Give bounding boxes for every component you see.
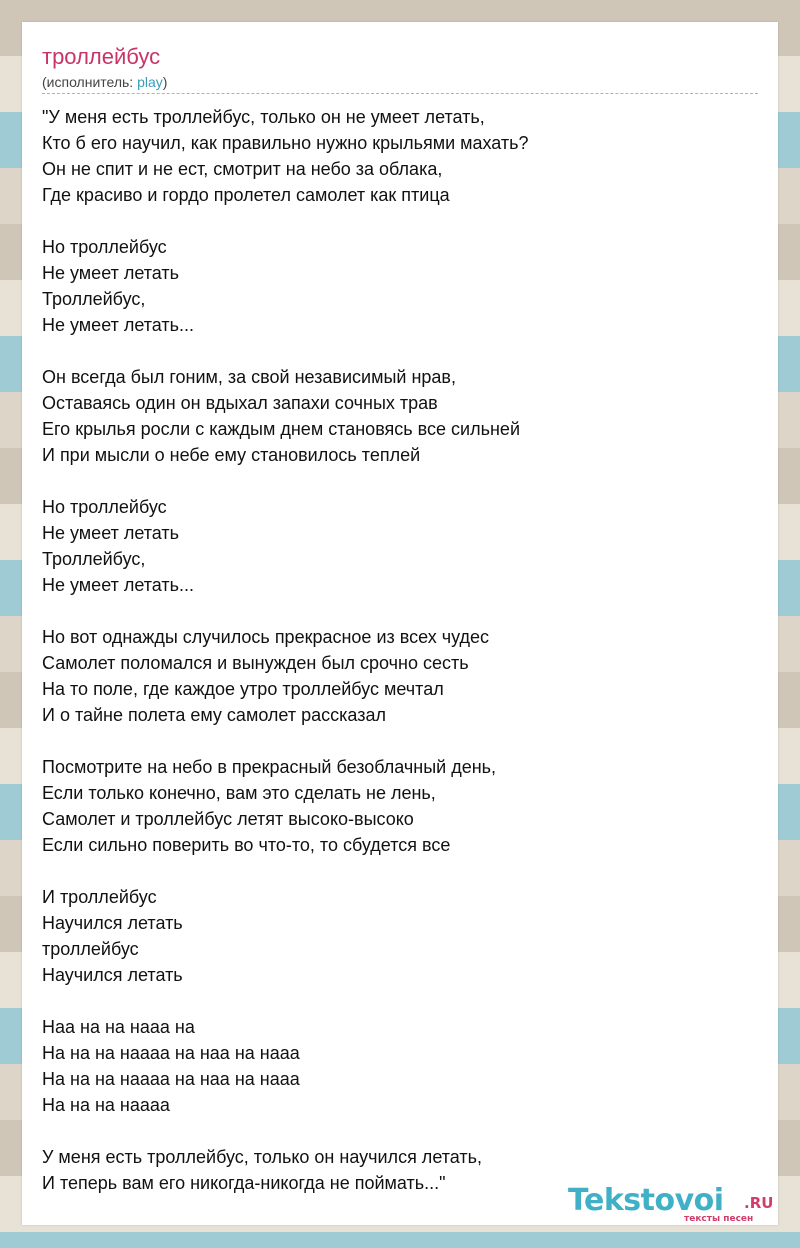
- lyric-line: Он всегда был гоним, за свой независимый нрав,: [42, 367, 456, 387]
- lyric-line: Самолет поломался и вынужден был срочно сесть: [42, 653, 469, 673]
- lyric-line: Самолет и троллейбус летят высоко-высоко: [42, 809, 414, 829]
- lyric-line: Кто б его научил, как правильно нужно крыльями махать?: [42, 133, 529, 153]
- lyric-line: И теперь вам его никогда-никогда не поймать...": [42, 1173, 446, 1193]
- lyric-line: троллейбус: [42, 939, 139, 959]
- lyric-line: И о тайне полета ему самолет рассказал: [42, 705, 386, 725]
- lyric-line: Оставаясь один он вдыхал запахи сочных трав: [42, 393, 438, 413]
- stanza-gap: [42, 728, 529, 754]
- lyric-line: Но троллейбус: [42, 237, 167, 257]
- stanza-gap: [42, 468, 529, 494]
- lyric-line: И при мысли о небе ему становилось теплей: [42, 445, 421, 465]
- artist-suffix: ): [162, 74, 168, 90]
- title-divider: [42, 93, 758, 94]
- lyric-line: Если сильно поверить во что-то, то сбудется все: [42, 835, 451, 855]
- lyric-line: Троллейбус,: [42, 289, 146, 309]
- lyric-line: Он не спит и не ест, смотрит на небо за облака,: [42, 159, 443, 179]
- stanza-gap: [42, 598, 529, 624]
- lyric-line: Посмотрите на небо в прекрасный безоблачный день,: [42, 757, 497, 777]
- lyric-line: Его крылья росли с каждым днем становясь все сильней: [42, 419, 520, 439]
- lyrics-text: [42, 104, 529, 1196]
- site-logo[interactable]: [568, 1184, 778, 1224]
- stanza-gap: [42, 858, 529, 884]
- lyric-line: Но троллейбус: [42, 497, 167, 517]
- lyrics-card: [22, 22, 778, 1225]
- lyric-line: У меня есть троллейбус, только он научился летать,: [42, 1147, 483, 1167]
- song-title: троллейбус: [42, 44, 161, 69]
- lyric-line: Не умеет летать: [42, 263, 180, 283]
- lyric-line: Не умеет летать...: [42, 315, 195, 335]
- lyric-line: Не умеет летать: [42, 523, 180, 543]
- logo-tld: .RU: [744, 1194, 774, 1212]
- stanza-gap: [42, 208, 529, 234]
- logo-tagline: тексты песен: [684, 1214, 754, 1224]
- lyric-line: На на на наааа: [42, 1095, 170, 1115]
- lyric-line: На на на наааа на наа на нааа: [42, 1043, 300, 1063]
- lyric-line: Троллейбус,: [42, 549, 146, 569]
- lyric-line: На то поле, где каждое утро троллейбус мечтал: [42, 679, 444, 699]
- logo-name: Tekstovoi: [568, 1183, 724, 1218]
- lyric-line: Если только конечно, вам это сделать не лень,: [42, 783, 436, 803]
- stanza-gap: [42, 1118, 529, 1144]
- stanza-gap: [42, 338, 529, 364]
- lyric-line: Научился летать: [42, 913, 183, 933]
- artist-link[interactable]: play: [137, 74, 163, 90]
- lyric-line: Не умеет летать...: [42, 575, 195, 595]
- lyric-line: Наа на на нааа на: [42, 1017, 195, 1037]
- lyric-line: На на на наааа на наа на нааа: [42, 1069, 300, 1089]
- lyric-line: Но вот однажды случилось прекрасное из всех чудес: [42, 627, 490, 647]
- stanza-gap: [42, 988, 529, 1014]
- lyric-line: Где красиво и гордо пролетел самолет как птица: [42, 185, 450, 205]
- lyric-line: Научился летать: [42, 965, 183, 985]
- artist-line: [42, 73, 167, 91]
- lyric-line: "У меня есть троллейбус, только он не умеет летать,: [42, 107, 485, 127]
- artist-prefix: (исполнитель:: [42, 74, 138, 90]
- lyric-line: И троллейбус: [42, 887, 157, 907]
